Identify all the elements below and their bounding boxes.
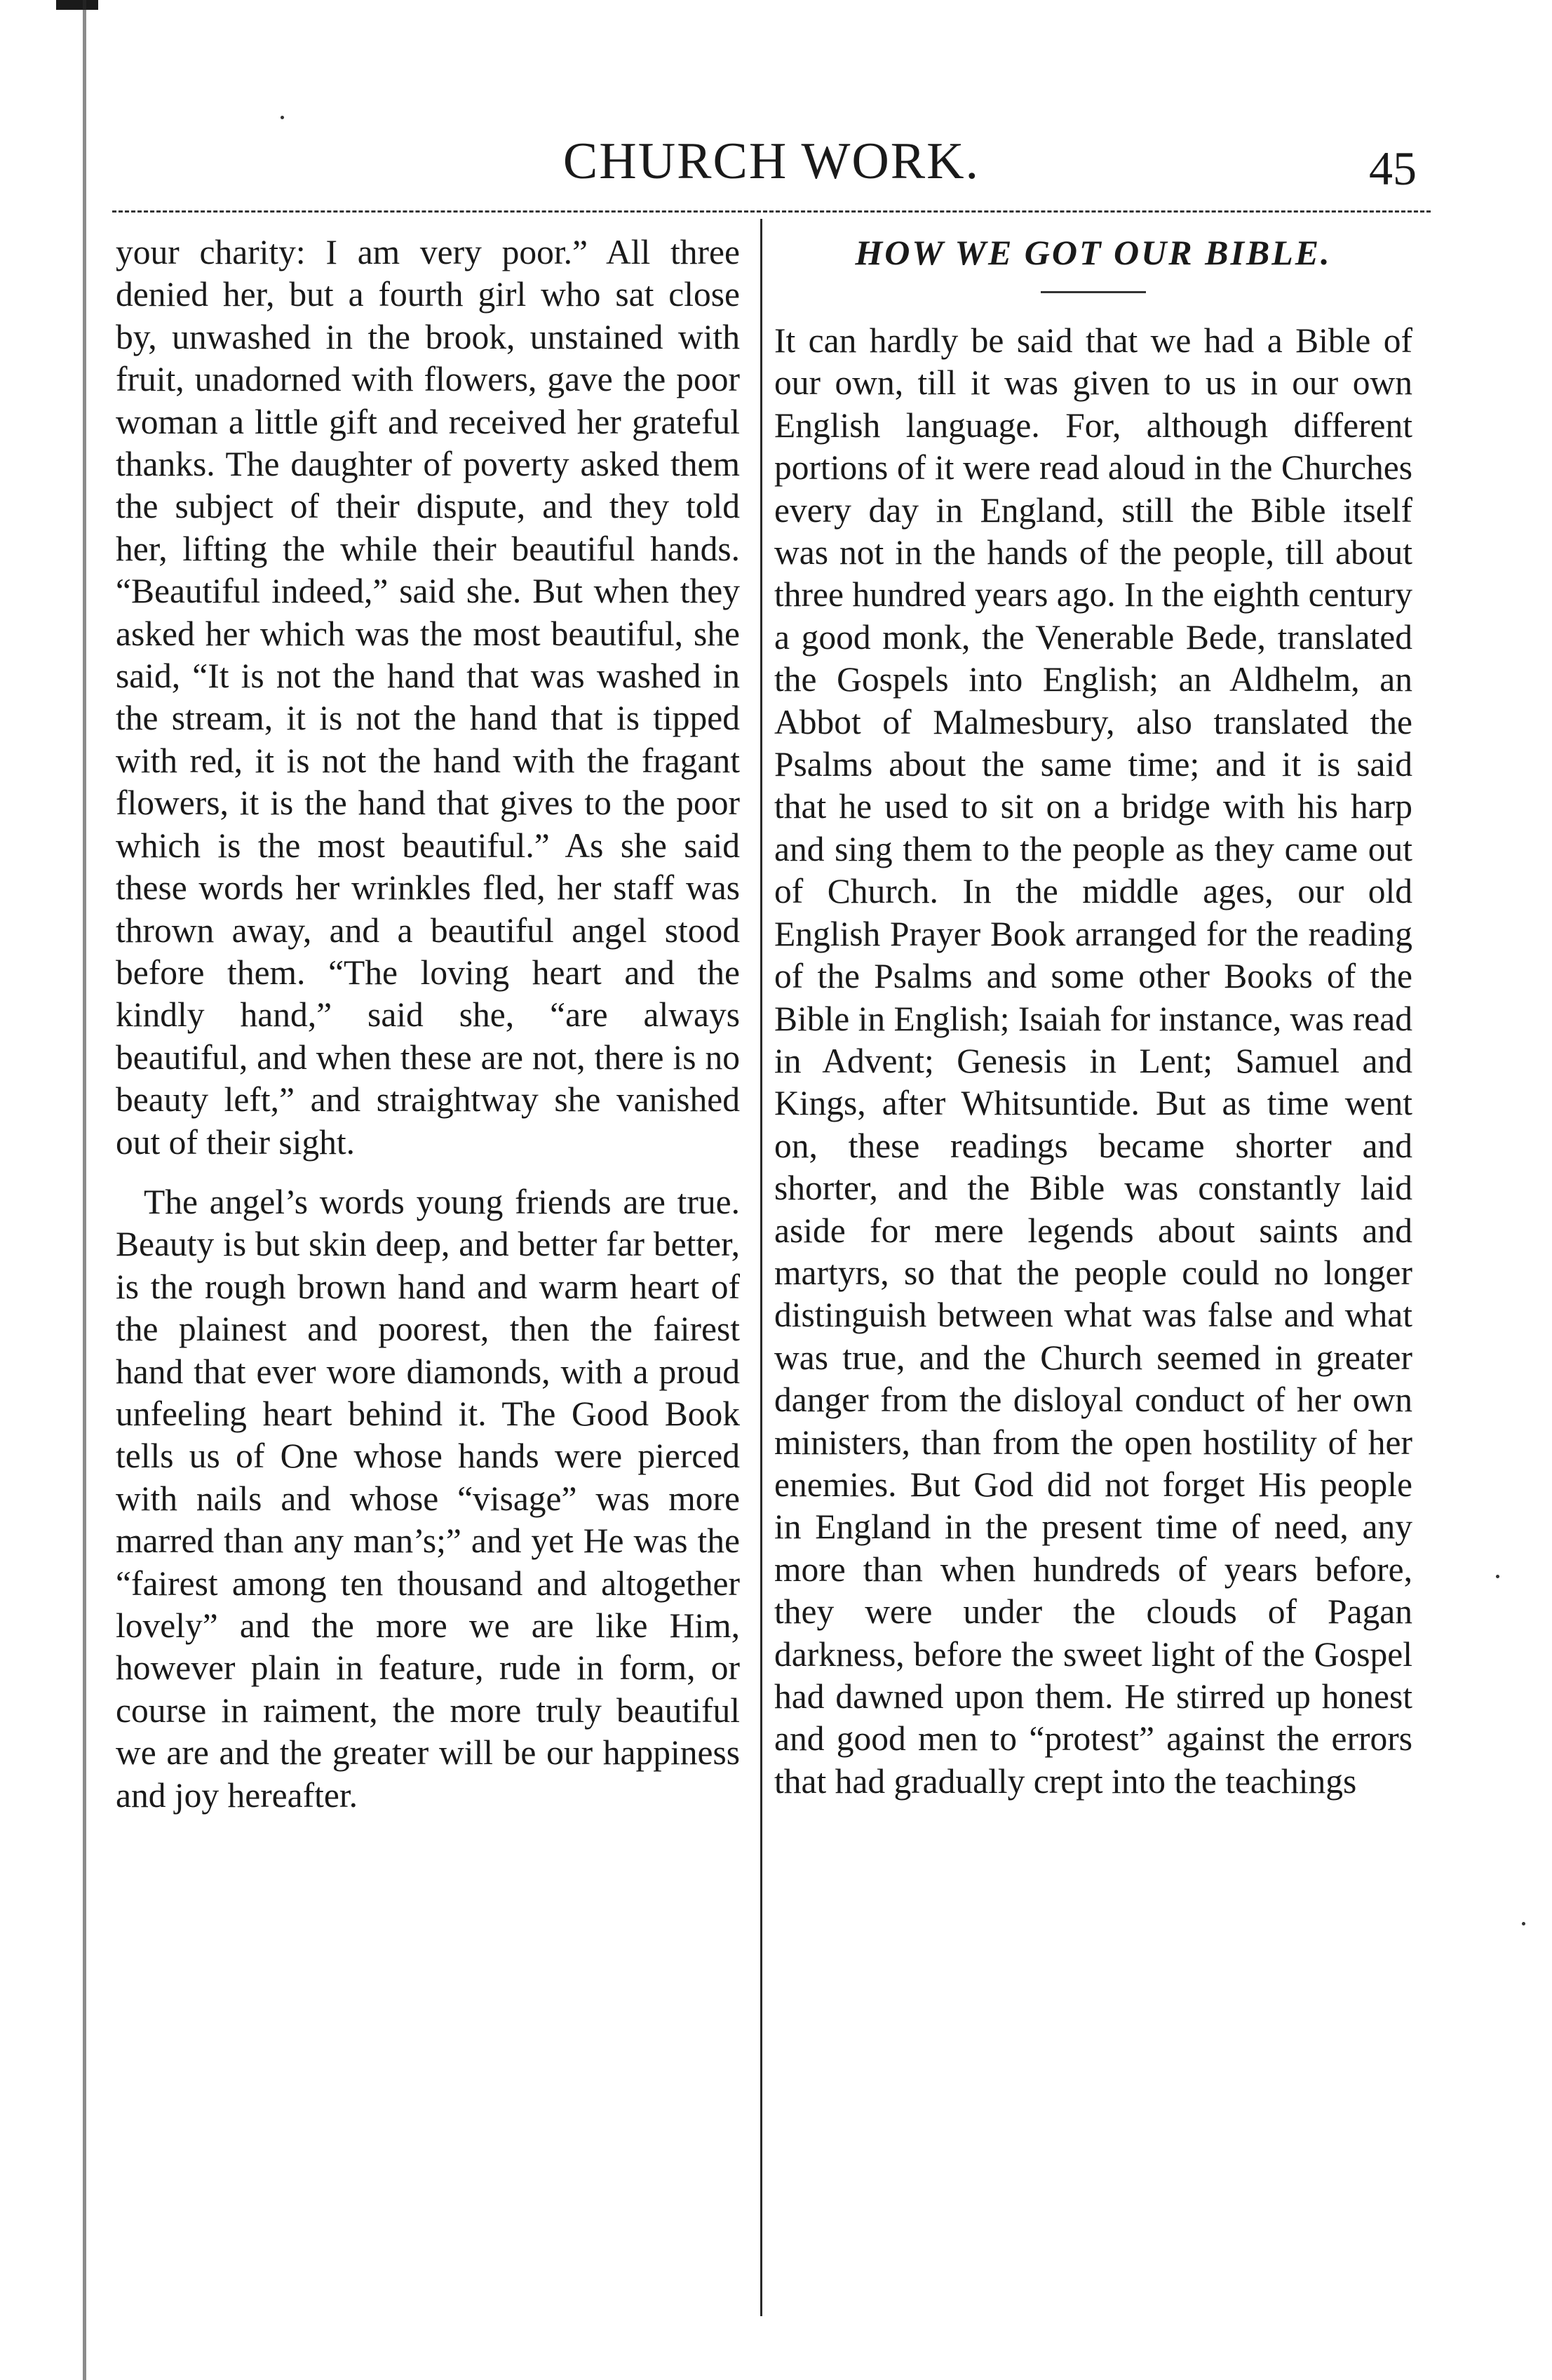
left-column [116, 231, 740, 1817]
print-speck [1522, 1922, 1525, 1925]
column-divider [760, 219, 762, 2316]
print-speck [1496, 1575, 1499, 1578]
title-rule [1041, 291, 1146, 293]
left-paragraph-1: your charity: I am very poor.” All three denied her, but a fourth girl who sat close by, unwashed in the brook, unstained with fruit, unadorned with flowers, gave the poor woman a little gift and received her grateful thanks. The daughter of poverty asked them the subject of their dispute, and they told her, lifting the while their beautiful hands. “Beautiful indeed,” said she. But when they asked her which was the most beautiful, she said, “It is not the hand that was washed in the stream, it is not the hand that is tipped with red, it is not the hand with the fragant flowers, it is the hand that gives to the poor which is the most beautiful.” As she said these words her wrinkles fled, her staff was thrown away, and a beautiful angel stood before them. “The loving heart and the kindly hand,” said she, “are always beautiful, and when these are not, there is no beauty left,” and straightway she vanished out of their sight. [116, 233, 740, 1162]
right-paragraph-1: It can hardly be said that we had a Bible of our own, till it was given to us in our own English language. For, although different portions of it were read aloud in the Churches every day in England, still the Bible itself was not in the hands of the people, till about three hundred years ago. In the eighth century a good monk, the Venerable Bede, translated the Gospels into English; an Aldhelm, an Abbot of Malmesbury, also translated the Psalms about the same time; and it is said that he used to sit on a bridge with his harp and sing them to the people as they came out of Church. In the middle ages, our old English Prayer Book arranged for the reading of the Psalms and some other Books of the Bible in English; Isaiah for instance, was read in Advent; Genesis in Lent; Samuel and Kings, after Whitsuntide. But as time went on, these readings became shorter and shorter, and the Bible was constantly laid aside for mere legends about saints and martyrs, so that the people could no longer distinguish between what was false and what was true, and the Church seemed in greater danger from the disloyal conduct of her own ministers, than from the open hostility of her enemies. But God did not forget His people in England in the present time of need, any more than when hundreds of years before, they were under the clouds of Pagan darkness, before the sweet light of the Gospel had dawned upon them. He stirred up honest and good men to “protest” against the errors that had gradually crept into the teachings [774, 321, 1412, 1801]
right-column [774, 231, 1412, 1803]
left-paragraph-2: The angel’s words young friends are true. Beauty is but skin deep, and better far better, is the rough brown hand and warm heart of the plainest and poorest, then the fairest hand that ever wore diamonds, with a proud unfeeling heart behind it. The Good Book tells us of One whose hands were pierced with nails and whose “visage” was more marred than any man’s;” and yet He was the “fairest among ten thousand and altogether lovely” and the more we are like Him, however plain in feature, rude in form, or course in raiment, the more truly beautiful we are and the greater will be our happiness and joy hereafter. [116, 1182, 740, 1815]
article-title: HOW WE GOT OUR BIBLE. [855, 233, 1332, 272]
header-rule [112, 210, 1431, 213]
page-edge-shadow [83, 0, 93, 2380]
page-header [112, 123, 1431, 200]
page-number: 45 [1369, 142, 1417, 195]
print-speck [281, 116, 284, 119]
running-title: CHURCH WORK. [562, 133, 980, 190]
